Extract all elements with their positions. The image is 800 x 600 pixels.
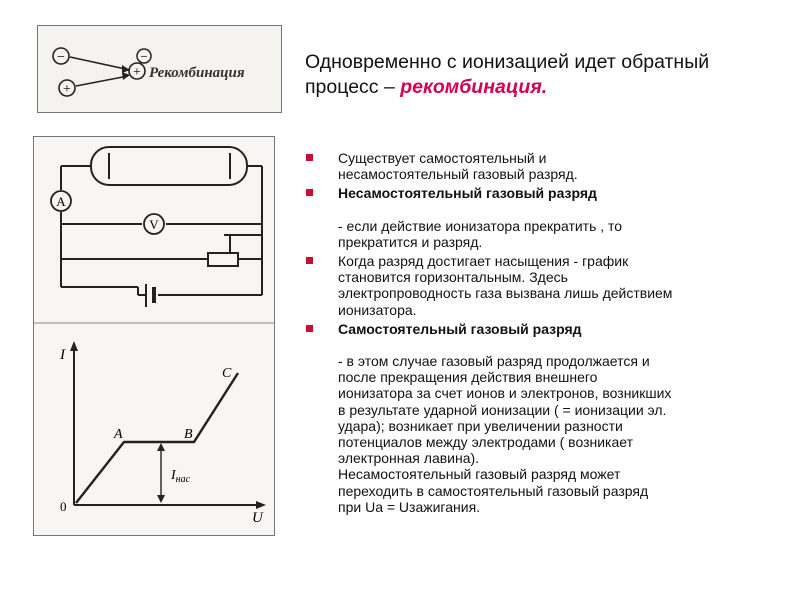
bullet-marker	[306, 189, 313, 196]
list-item: Когда разряд достигает насыщения - график становится горизонтальным. Здесь электропроводность газа вызвана лишь действием ионизатора.	[306, 253, 776, 318]
circuit-graph-figure	[33, 136, 275, 536]
list-item: Несамостоятельный газовый разряд - если действие ионизатора прекратить , то прекратится и разряд.	[306, 185, 776, 250]
bullet-marker	[306, 325, 313, 332]
ammeter-label: A	[56, 194, 66, 209]
point-a-label: A	[114, 427, 123, 442]
point-b-label: B	[184, 427, 193, 442]
svg-text:−: −	[140, 49, 148, 64]
list-item: Существует самостоятельный и несамостоятельный газовый разряд.	[306, 150, 776, 182]
saturation-current-label: $I_{нас}$	[171, 468, 191, 485]
page-title: Одновременно с ионизацией идет обратный процесс – рекомбинация.	[305, 51, 710, 98]
point-c-label: C	[222, 366, 232, 381]
bullet-title: Несамостоятельный газовый разряд	[338, 185, 597, 202]
bullet-title: Самостоятельный газовый разряд	[338, 320, 582, 337]
list-item: Самостоятельный газовый разряд - в этом случае газовый разряд продолжается и после прекращения действия внешнего ионизатора за счет ионов и электронов, возникших в результате ударной ионизации ( = ионизации эл. удара); возникает при увеличении разности потенциалов между электродами ( возникает электронная лавина). Несамостоятельный газовый разряд может переходить в самостоятельный газовый разряд при Ua = Uзажигания.	[306, 321, 776, 515]
recombination-label: Рекомбинация	[149, 65, 245, 81]
x-axis-label: U	[252, 510, 263, 526]
svg-text:+: +	[133, 65, 141, 80]
recombination-figure	[37, 25, 282, 113]
bullet-list	[306, 150, 776, 518]
bullet-marker	[306, 154, 313, 161]
bullet-marker	[306, 257, 313, 264]
voltmeter-label: V	[149, 217, 159, 232]
ion-sign: +	[63, 82, 71, 97]
electron-sign: −	[57, 50, 65, 65]
y-axis-label: I	[60, 347, 65, 363]
title-accent: рекомбинация.	[400, 76, 548, 98]
origin-label: 0	[60, 499, 67, 514]
